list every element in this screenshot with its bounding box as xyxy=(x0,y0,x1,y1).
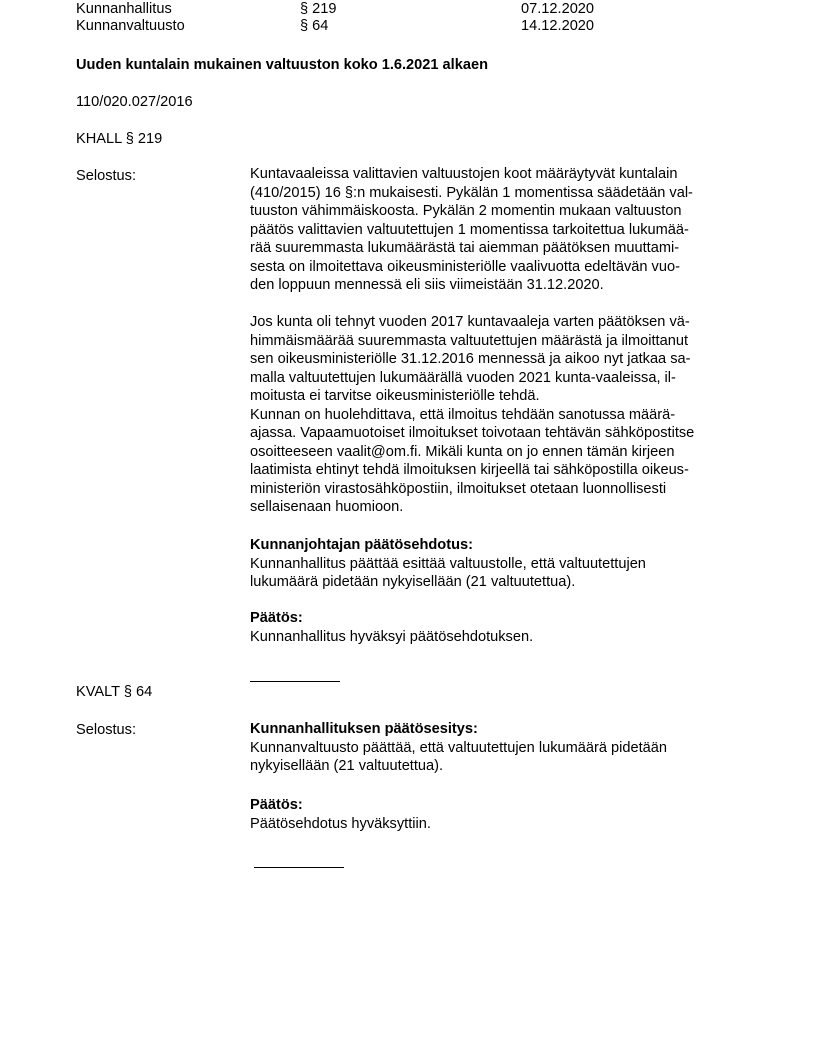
khall-paragraph-1 xyxy=(250,165,750,295)
document-title: Uuden kuntalain mukainen valtuuston koko 1.6.2021 alkaen xyxy=(76,57,488,73)
text-line: Kunnan on huolehdittava, että ilmoitus tehdään sanotussa määrä- xyxy=(250,406,676,423)
text-line: päätös valittavien valtuutettujen 1 momentissa tarkoitettua lukumää- xyxy=(250,221,689,238)
meeting-row-kunnanvaltuusto xyxy=(76,17,776,35)
text-line: Kunnanvaltuusto päättää, että valtuutettujen lukumäärä pidetään xyxy=(250,739,668,756)
text-line: ministeriön virastosähköpostiin, ilmoitukset otetaan luonnollisesti xyxy=(250,480,667,497)
text-line: den loppuun mennessä eli siis viimeistään 31.12.2020. xyxy=(250,277,604,293)
meeting-section: § 219 xyxy=(300,1,337,17)
text-line: Kuntavaaleissa valittavien valtuustojen koot määräytyvät kuntalain xyxy=(250,166,678,182)
decision-text: Kunnanhallitus hyväksyi päätösehdotuksen. xyxy=(250,628,534,645)
khall-heading: KHALL § 219 xyxy=(76,131,163,147)
decision-heading: Päätös: xyxy=(250,797,303,813)
proposal-heading: Kunnanhallituksen päätösesitys: xyxy=(250,721,478,737)
text-line: sellaisenaan huomioon. xyxy=(250,499,404,515)
text-line: nykyisellään (21 valtuutettua). xyxy=(250,758,444,774)
meeting-date: 14.12.2020 xyxy=(521,18,595,34)
decision-heading: Päätös: xyxy=(250,610,303,626)
decision-text: Päätösehdotus hyväksyttiin. xyxy=(250,815,431,832)
kvalt-heading: KVALT § 64 xyxy=(76,684,153,700)
text-line: osoitteeseen vaalit@om.fi. Mikäli kunta on jo ennen tämän kirjeen xyxy=(250,443,675,460)
khall-proposal xyxy=(250,536,750,592)
text-line: (410/2015) 16 §:n mukaisesti. Pykälän 1 momentissa säädetään val- xyxy=(250,184,693,201)
section-divider xyxy=(254,867,344,868)
kvalt-selostus-label: Selostus: xyxy=(76,722,137,738)
text-line: Kunnanhallitus päättää esittää valtuustolle, että valtuutettujen xyxy=(250,555,646,572)
section-divider xyxy=(250,681,340,682)
meeting-section: § 64 xyxy=(300,18,329,34)
text-line: lukumäärä pidetään nykyisellään (21 valtuutettua). xyxy=(250,574,576,590)
meeting-row-kunnanhallitus xyxy=(76,0,776,18)
kvalt-decision xyxy=(250,796,750,833)
proposal-heading: Kunnanjohtajan päätösehdotus: xyxy=(250,537,473,553)
text-line: malla valtuutettujen lukumäärällä vuoden 2021 kunta-vaaleissa, il- xyxy=(250,369,676,386)
text-line: moitusta ei tarvitse oikeusministeriölle tehdä. xyxy=(250,388,540,404)
text-line: himmäismäärää suuremmasta valtuutettujen määrästä ja ilmoittanut xyxy=(250,332,689,349)
kvalt-proposal xyxy=(250,720,750,776)
khall-decision xyxy=(250,609,750,646)
text-line: laatimista ehtinyt tehdä ilmoituksen kirjeellä tai sähköpostilla oikeus- xyxy=(250,462,689,478)
meeting-body: Kunnanvaltuusto xyxy=(76,18,185,34)
meeting-body: Kunnanhallitus xyxy=(76,1,172,17)
text-line: rää suuremmasta lukumäärästä tai aiemman päätöksen muuttami- xyxy=(250,240,680,256)
khall-selostus-label: Selostus: xyxy=(76,168,137,184)
text-line: sesta on ilmoitettava oikeusministeriölle vaalivuotta edeltävän vuo- xyxy=(250,258,680,275)
text-line: Jos kunta oli tehnyt vuoden 2017 kuntavaaleja varten päätöksen vä- xyxy=(250,314,690,330)
reference-number: 110/020.027/2016 xyxy=(76,94,193,110)
text-line: tuuston vähimmäiskoosta. Pykälän 2 momentin mukaan valtuuston xyxy=(250,203,682,219)
text-line: ajassa. Vapaamuotoiset ilmoitukset toivotaan tehtävän sähköpostitse xyxy=(250,425,695,441)
text-line: sen oikeusministeriölle 31.12.2016 mennessä ja aikoo nyt jatkaa sa- xyxy=(250,351,691,367)
meeting-date: 07.12.2020 xyxy=(521,1,595,17)
khall-paragraph-2 xyxy=(250,313,750,517)
